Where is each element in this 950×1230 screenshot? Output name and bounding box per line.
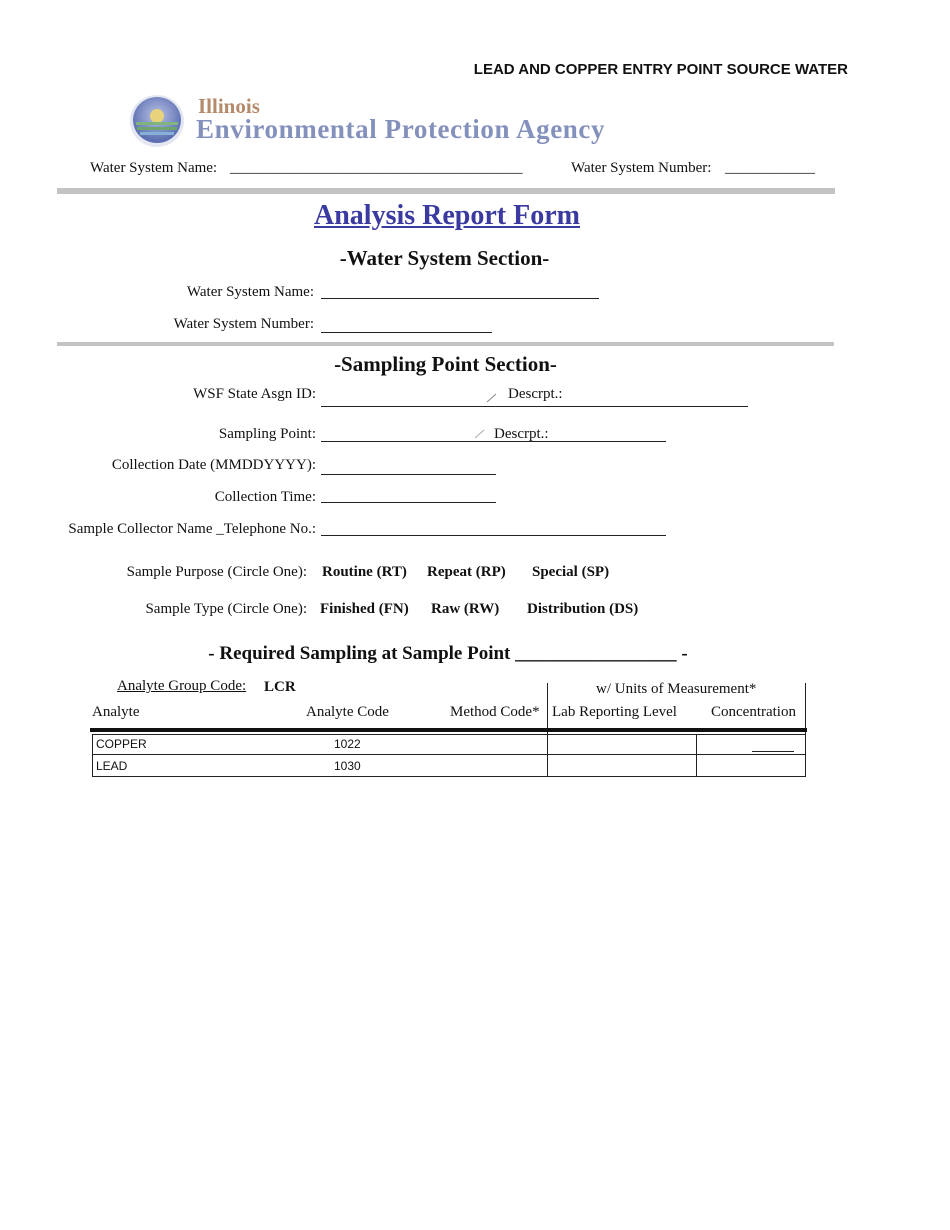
header-water-system-name-field[interactable]: _______________________________________ [230, 160, 523, 176]
required-sampling-point-field[interactable]: _________________ [515, 643, 677, 664]
collector-label: Sample Collector Name _Telephone No.: [68, 521, 316, 537]
form-type-title: LEAD AND COPPER ENTRY POINT SOURCE WATER [473, 61, 848, 78]
collection-date-field[interactable] [321, 474, 496, 475]
purpose-option-routine[interactable]: Routine (RT) [322, 564, 407, 580]
col-header-analyte: Analyte [92, 704, 140, 720]
sampling-point-section-heading: -Sampling Point Section- [334, 352, 557, 376]
collection-time-field[interactable] [321, 502, 496, 503]
slash-mark-icon [474, 427, 486, 439]
water-system-section-heading: -Water System Section- [339, 246, 550, 270]
col-header-lab-reporting-level: Lab Reporting Level [552, 704, 677, 720]
header-water-system-number-label: Water System Number: [571, 160, 712, 176]
table-row-concentration-field[interactable] [698, 736, 804, 753]
type-option-finished[interactable]: Finished (FN) [320, 601, 409, 617]
table-row-concentration-field[interactable] [698, 756, 804, 775]
report-title: Analysis Report Form [314, 200, 580, 231]
table-row-analyte: LEAD [96, 759, 128, 773]
required-sampling-suffix: - [681, 643, 688, 664]
col-header-concentration: Concentration [711, 704, 796, 720]
table-divider [696, 734, 697, 777]
section-divider [57, 342, 834, 346]
agency-logo [128, 92, 668, 148]
table-divider [92, 754, 806, 755]
iepa-seal-icon [128, 92, 186, 148]
table-row-lab-level-field[interactable] [549, 736, 694, 753]
slash-mark-icon [486, 391, 498, 403]
table-row-lab-level-field[interactable] [549, 756, 694, 775]
purpose-option-repeat[interactable]: Repeat (RP) [427, 564, 506, 580]
sp-descr-label: Descrpt.: [494, 426, 549, 442]
table-divider [92, 734, 806, 735]
purpose-option-special[interactable]: Special (SP) [532, 564, 610, 580]
col-header-method-code: Method Code* [450, 704, 540, 720]
table-row-code: 1030 [334, 759, 361, 773]
ws-name-field[interactable] [321, 298, 599, 299]
sampling-point-label: Sampling Point: [218, 426, 316, 442]
table-divider [92, 776, 806, 777]
header-water-system-number-field[interactable]: ____________ [725, 160, 815, 176]
header-water-system-name-label: Water System Name: [90, 160, 218, 176]
table-divider [92, 734, 93, 777]
col-header-analyte-code: Analyte Code [306, 704, 389, 720]
analyte-group-label: Analyte Group Code: [117, 678, 247, 694]
logo-state-name: Illinois [198, 94, 260, 118]
required-sampling-text: - Required Sampling at Sample Point [208, 643, 511, 664]
type-option-distribution[interactable]: Distribution (DS) [527, 601, 639, 617]
header-divider [57, 188, 835, 194]
required-sampling-heading [0, 643, 896, 665]
table-header-rule [90, 728, 807, 732]
collector-field[interactable] [321, 535, 666, 536]
wsf-id-field[interactable] [321, 406, 748, 407]
ws-name-label: Water System Name: [186, 284, 314, 300]
wsf-id-label: WSF State Asgn ID: [193, 386, 316, 402]
collection-date-label: Collection Date (MMDDYYYY): [111, 457, 316, 473]
collection-time-label: Collection Time: [214, 489, 316, 505]
ws-number-label: Water System Number: [173, 316, 314, 332]
logo-agency-name: Environmental Protection Agency [196, 114, 606, 144]
table-row-analyte: COPPER [96, 737, 147, 751]
sample-purpose-label: Sample Purpose (Circle One): [126, 564, 307, 580]
ws-number-field[interactable] [321, 332, 492, 333]
analyte-group-value: LCR [264, 679, 296, 695]
wsf-descr-label: Descrpt.: [508, 386, 563, 402]
sample-type-label: Sample Type (Circle One): [145, 601, 307, 617]
table-row-code: 1022 [334, 737, 361, 751]
type-option-raw[interactable]: Raw (RW) [431, 601, 500, 617]
units-note: w/ Units of Measurement* [596, 681, 757, 697]
